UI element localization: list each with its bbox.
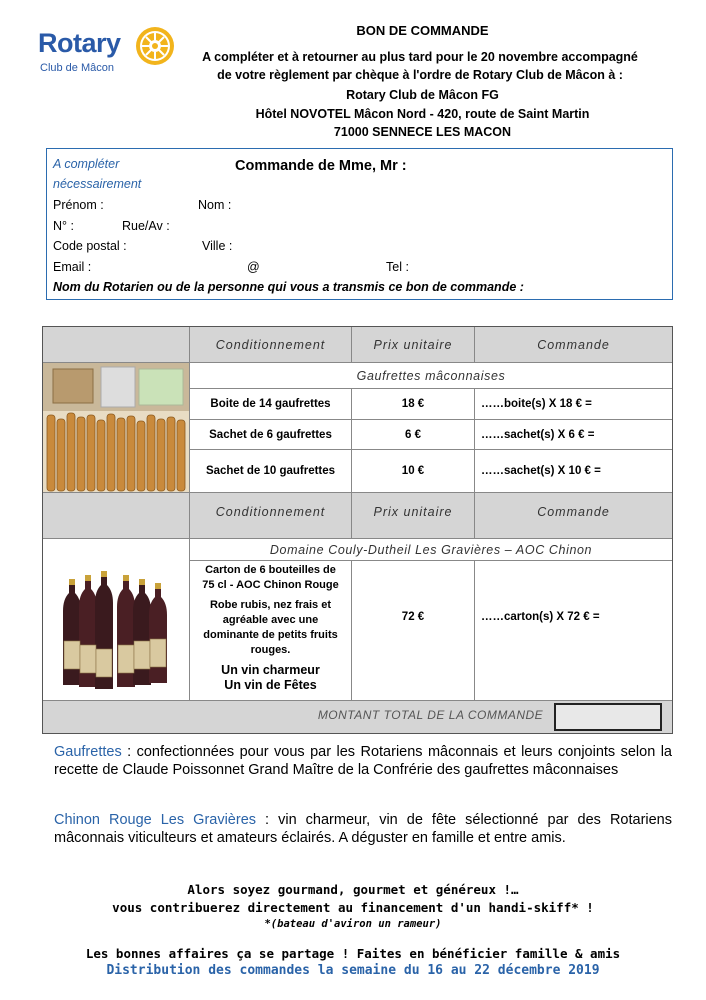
address-line: Rotary Club de Mâcon FG bbox=[346, 88, 499, 102]
form-hint: nécessairement bbox=[53, 177, 142, 191]
phone-field[interactable]: Tel : bbox=[386, 260, 409, 274]
wine-photo-top bbox=[43, 539, 190, 561]
wine-photo bbox=[43, 561, 190, 701]
wine-tagline: Un vin charmeur bbox=[221, 663, 320, 677]
wine-product-cell bbox=[190, 561, 352, 701]
closing-line: Les bonnes affaires ça se partage ! Faites en bénéficier famille & amis bbox=[85, 946, 621, 961]
nom-field[interactable]: Nom : bbox=[198, 198, 232, 212]
column-header: Prix unitaire bbox=[352, 327, 475, 363]
total-label: MONTANT TOTAL DE LA COMMANDE bbox=[317, 708, 544, 722]
mailing-address bbox=[200, 86, 645, 142]
header-intro bbox=[180, 48, 660, 84]
postal-code-field[interactable]: Code postal : bbox=[53, 239, 127, 253]
order-quantity-cell[interactable]: ……carton(s) X 72 € = bbox=[475, 561, 672, 701]
price-cell: 10 € bbox=[352, 450, 475, 493]
distribution-dates: Distribution des commandes la semaine du 16 au 22 décembre 2019 bbox=[106, 963, 600, 978]
gaufrettes-text: : confectionnées pour vous par les Rotariens mâconnais et leurs conjoints selon la recette de Claude Poissonnet Grand Maître de la Confrérie des gaufrettes mâconnaises bbox=[54, 744, 672, 778]
section-title-gaufrettes: Gaufrettes mâconnaises bbox=[190, 363, 672, 389]
street-field[interactable]: Rue/Av : bbox=[122, 219, 170, 233]
wine-product-line: 75 cl - AOC Chinon Rouge bbox=[202, 579, 339, 591]
gaufrettes-lead: Gaufrettes bbox=[54, 744, 122, 760]
intro-line: A compléter et à retourner au plus tard pour le 20 novembre accompagné bbox=[202, 50, 638, 64]
form-title: Commande de Mme, Mr : bbox=[235, 158, 407, 174]
address-line: 71000 SENNECE LES MACON bbox=[333, 125, 512, 139]
price-cell: 6 € bbox=[352, 420, 475, 450]
gaufrettes-photo bbox=[43, 363, 190, 493]
wine-bottles-image bbox=[61, 569, 171, 693]
wine-description-line: rouges. bbox=[250, 644, 291, 656]
city-field[interactable]: Ville : bbox=[202, 239, 233, 253]
chinon-text: : vin charmeur, vin de fête sélectionné par des Rotariens mâconnais viticulteurs et amateurs éclairés. A déguster en famille et entre amis. bbox=[54, 812, 672, 846]
column-header: Conditionnement bbox=[190, 493, 352, 539]
order-quantity-cell[interactable]: ……boite(s) X 18 € = bbox=[475, 389, 672, 420]
closing-line: vous contribuerez directement au financement d'un handi-skiff* ! bbox=[112, 900, 594, 915]
rotary-wheel-icon bbox=[133, 24, 177, 68]
wine-product-line: Carton de 6 bouteilles de bbox=[205, 564, 336, 576]
page-title: BON DE COMMANDE bbox=[356, 23, 489, 38]
wine-description-line: dominante de petits fruits bbox=[203, 629, 338, 641]
form-hint: A compléter bbox=[53, 157, 120, 171]
table-corner bbox=[43, 327, 190, 363]
gaufrettes-description bbox=[54, 744, 672, 779]
logo-club-name: Club de Mâcon bbox=[40, 62, 114, 74]
rotary-logo bbox=[38, 22, 178, 78]
closing-line: Alors soyez gourmand, gourmet et généreux !… bbox=[187, 882, 519, 897]
logo-wordmark: Rotary bbox=[38, 28, 121, 58]
column-header: Commande bbox=[475, 327, 672, 363]
wine-description-line: Robe rubis, nez frais et bbox=[209, 599, 332, 611]
prenom-field[interactable]: Prénom : bbox=[53, 198, 104, 212]
wine-tagline: Un vin de Fêtes bbox=[224, 678, 317, 692]
column-header: Commande bbox=[475, 493, 672, 539]
product-cell: Sachet de 10 gaufrettes bbox=[190, 450, 352, 493]
gaufrettes-image bbox=[43, 363, 189, 492]
address-line: Hôtel NOVOTEL Mâcon Nord - 420, route de Saint Martin bbox=[255, 106, 590, 121]
order-table bbox=[42, 326, 673, 734]
intro-line: de votre règlement par chèque à l'ordre de Rotary Club de Mâcon à : bbox=[217, 68, 623, 82]
chinon-lead: Chinon Rouge Les Gravières bbox=[54, 812, 257, 828]
chinon-description bbox=[54, 812, 672, 847]
order-quantity-cell[interactable]: ……sachet(s) X 10 € = bbox=[475, 450, 672, 493]
order-quantity-cell[interactable]: ……sachet(s) X 6 € = bbox=[475, 420, 672, 450]
product-cell: Sachet de 6 gaufrettes bbox=[190, 420, 352, 450]
product-cell: Boite de 14 gaufrettes bbox=[190, 389, 352, 420]
table-corner bbox=[43, 493, 190, 539]
email-field[interactable]: Email : bbox=[53, 260, 92, 274]
section-title-wine: Domaine Couly-Dutheil Les Gravières – AOC Chinon bbox=[190, 539, 672, 561]
price-cell: 72 € bbox=[352, 561, 475, 701]
column-header: Prix unitaire bbox=[352, 493, 475, 539]
wine-description-line: agréable avec une bbox=[222, 614, 319, 626]
footnote: *(bateau d'aviron un rameur) bbox=[264, 918, 442, 930]
street-number-field[interactable]: N° : bbox=[53, 219, 74, 233]
rotarian-name-field[interactable]: Nom du Rotarien ou de la personne qui vous a transmis ce bon de commande : bbox=[53, 280, 524, 294]
total-amount-field[interactable] bbox=[554, 703, 662, 731]
price-cell: 18 € bbox=[352, 389, 475, 420]
email-at-sign: @ bbox=[247, 260, 260, 274]
customer-form bbox=[46, 148, 673, 300]
column-header: Conditionnement bbox=[190, 327, 352, 363]
